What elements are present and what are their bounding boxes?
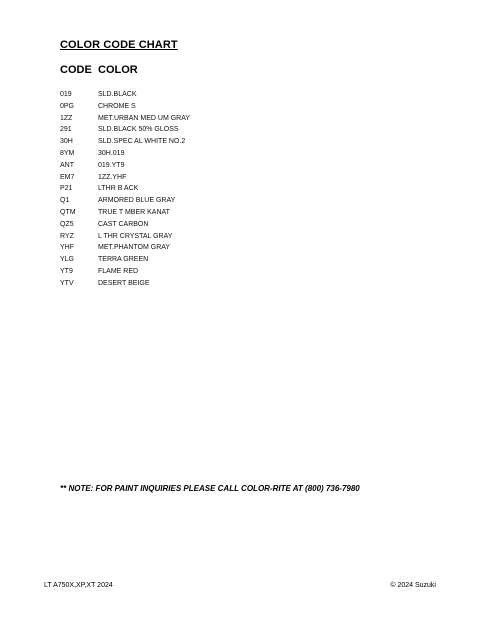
color-code: QZ5 xyxy=(60,220,74,228)
color-code: ANT xyxy=(60,161,74,169)
color-name: TRUE T MBER KANAT xyxy=(98,208,170,216)
table-row xyxy=(60,124,360,136)
color-code: 019 xyxy=(60,91,72,98)
color-name: CHROME S xyxy=(98,102,136,110)
color-name: DESERT BEIGE xyxy=(98,279,150,287)
color-code: 291 xyxy=(60,126,72,134)
page-title: COLOR CODE CHART xyxy=(60,39,178,51)
table-row xyxy=(60,231,360,243)
column-header-code: CODE xyxy=(60,64,92,76)
color-code: Q1 xyxy=(60,197,70,205)
color-code: 30H xyxy=(60,138,73,146)
table-row xyxy=(60,89,360,101)
color-code: YT9 xyxy=(60,267,73,275)
color-code: 8YM xyxy=(60,149,75,157)
column-header-color: COLOR xyxy=(98,64,138,76)
color-code: QTM xyxy=(60,208,76,216)
color-name: L THR CRYSTAL GRAY xyxy=(98,232,173,240)
color-code: 1ZZ xyxy=(60,114,73,122)
color-code: YTV xyxy=(60,279,74,287)
color-name: TERRA GREEN xyxy=(98,256,149,264)
table-row xyxy=(60,242,360,254)
color-name: CAST CARBON xyxy=(98,220,149,228)
table-row xyxy=(60,160,360,172)
color-name: 1ZZ.YHF xyxy=(98,173,127,181)
color-code-list xyxy=(60,89,360,290)
color-name: 30H.019 xyxy=(98,149,125,157)
paint-inquiry-note: ** NOTE: FOR PAINT INQUIRIES PLEASE CALL COLOR-RITE AT (800) 736-7980 xyxy=(60,484,360,493)
footer-model: LT A750X,XP,XT 2024 xyxy=(44,582,113,589)
color-name: MET.URBAN MED UM GRAY xyxy=(98,114,191,122)
table-row xyxy=(60,266,360,278)
color-name: MET.PHANTOM GRAY xyxy=(98,244,171,252)
color-name: SLD.SPEC AL WHITE NO.2 xyxy=(98,138,186,146)
table-row xyxy=(60,148,360,160)
color-name: LTHR B ACK xyxy=(98,185,139,193)
table-row xyxy=(60,219,360,231)
color-name: SLD.BLACK 50% GLOSS xyxy=(98,126,179,134)
table-row xyxy=(60,183,360,195)
color-code: P21 xyxy=(60,185,73,193)
color-code: EM7 xyxy=(60,173,75,181)
table-row xyxy=(60,254,360,266)
table-row xyxy=(60,195,360,207)
table-row xyxy=(60,207,360,219)
color-code: YHF xyxy=(60,244,74,252)
color-code: 0PG xyxy=(60,102,75,110)
table-row xyxy=(60,172,360,184)
color-code: RYZ xyxy=(60,232,74,240)
table-row xyxy=(60,278,360,290)
color-code: YLG xyxy=(60,256,75,264)
table-row xyxy=(60,136,360,148)
color-name: ARMORED BLUE GRAY xyxy=(98,197,176,205)
color-name: 019.YT9 xyxy=(98,161,125,169)
color-name: FLAME RED xyxy=(98,267,139,275)
table-row xyxy=(60,101,360,113)
table-row xyxy=(60,113,360,125)
footer-copyright: © 2024 Suzuki xyxy=(390,582,436,589)
color-name: SLD.BLACK xyxy=(98,91,137,98)
